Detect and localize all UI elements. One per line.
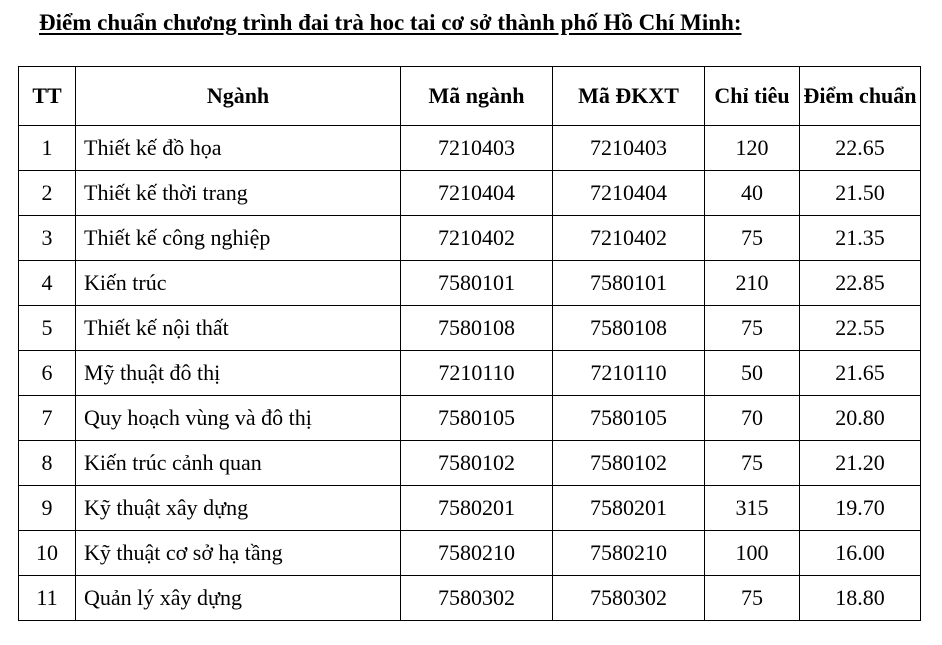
table-header-row bbox=[19, 67, 921, 126]
cell-nganh: Kỹ thuật xây dựng bbox=[76, 486, 401, 531]
cell-diem-chuan: 22.85 bbox=[800, 261, 921, 306]
cell-ma-dkxt: 7210403 bbox=[553, 126, 705, 171]
cell-ma-dkxt: 7210402 bbox=[553, 216, 705, 261]
cell-diem-chuan: 20.80 bbox=[800, 396, 921, 441]
cell-chi-tieu: 75 bbox=[705, 216, 800, 261]
cell-chi-tieu: 210 bbox=[705, 261, 800, 306]
cell-chi-tieu: 315 bbox=[705, 486, 800, 531]
cell-chi-tieu: 100 bbox=[705, 531, 800, 576]
cell-ma-dkxt: 7580201 bbox=[553, 486, 705, 531]
cell-tt: 4 bbox=[19, 261, 76, 306]
table-row bbox=[19, 306, 921, 351]
header-ma-dkxt: Mã ĐKXT bbox=[553, 67, 705, 126]
cell-tt: 5 bbox=[19, 306, 76, 351]
cell-tt: 8 bbox=[19, 441, 76, 486]
table-row bbox=[19, 486, 921, 531]
header-nganh: Ngành bbox=[76, 67, 401, 126]
cell-diem-chuan: 19.70 bbox=[800, 486, 921, 531]
cell-diem-chuan: 21.65 bbox=[800, 351, 921, 396]
cell-tt: 1 bbox=[19, 126, 76, 171]
table-row bbox=[19, 261, 921, 306]
cell-diem-chuan: 16.00 bbox=[800, 531, 921, 576]
cell-diem-chuan: 22.55 bbox=[800, 306, 921, 351]
cell-ma-nganh: 7210110 bbox=[401, 351, 553, 396]
cell-chi-tieu: 50 bbox=[705, 351, 800, 396]
cell-ma-nganh: 7580201 bbox=[401, 486, 553, 531]
cell-diem-chuan: 21.35 bbox=[800, 216, 921, 261]
table-row bbox=[19, 351, 921, 396]
cell-nganh: Quy hoạch vùng và đô thị bbox=[76, 396, 401, 441]
cell-nganh: Kiến trúc bbox=[76, 261, 401, 306]
cell-nganh: Thiết kế nội thất bbox=[76, 306, 401, 351]
header-tt: TT bbox=[19, 67, 76, 126]
table-row bbox=[19, 531, 921, 576]
table-body bbox=[19, 126, 921, 621]
cell-tt: 11 bbox=[19, 576, 76, 621]
cell-tt: 3 bbox=[19, 216, 76, 261]
cell-chi-tieu: 75 bbox=[705, 576, 800, 621]
cell-nganh: Thiết kế thời trang bbox=[76, 171, 401, 216]
cell-tt: 9 bbox=[19, 486, 76, 531]
cell-diem-chuan: 22.65 bbox=[800, 126, 921, 171]
cell-diem-chuan: 21.50 bbox=[800, 171, 921, 216]
cell-ma-nganh: 7580108 bbox=[401, 306, 553, 351]
table-row bbox=[19, 126, 921, 171]
cell-tt: 2 bbox=[19, 171, 76, 216]
cell-nganh: Thiết kế công nghiệp bbox=[76, 216, 401, 261]
cell-nganh: Thiết kế đồ họa bbox=[76, 126, 401, 171]
cell-chi-tieu: 75 bbox=[705, 441, 800, 486]
header-diem-chuan: Điểm chuẩn bbox=[800, 67, 921, 126]
cell-diem-chuan: 21.20 bbox=[800, 441, 921, 486]
cell-ma-nganh: 7580102 bbox=[401, 441, 553, 486]
cell-tt: 7 bbox=[19, 396, 76, 441]
cell-tt: 10 bbox=[19, 531, 76, 576]
cell-tt: 6 bbox=[19, 351, 76, 396]
cell-ma-dkxt: 7210110 bbox=[553, 351, 705, 396]
cell-chi-tieu: 120 bbox=[705, 126, 800, 171]
cell-ma-dkxt: 7580302 bbox=[553, 576, 705, 621]
cell-ma-nganh: 7580105 bbox=[401, 396, 553, 441]
cell-diem-chuan: 18.80 bbox=[800, 576, 921, 621]
table-row bbox=[19, 441, 921, 486]
cell-nganh: Kỹ thuật cơ sở hạ tầng bbox=[76, 531, 401, 576]
cell-ma-dkxt: 7580102 bbox=[553, 441, 705, 486]
cell-nganh: Kiến trúc cảnh quan bbox=[76, 441, 401, 486]
cell-ma-dkxt: 7580105 bbox=[553, 396, 705, 441]
cell-ma-nganh: 7210404 bbox=[401, 171, 553, 216]
table-row bbox=[19, 576, 921, 621]
admission-scores-table bbox=[18, 66, 921, 621]
cell-ma-nganh: 7210402 bbox=[401, 216, 553, 261]
cell-ma-dkxt: 7580101 bbox=[553, 261, 705, 306]
cell-chi-tieu: 75 bbox=[705, 306, 800, 351]
cell-ma-dkxt: 7580210 bbox=[553, 531, 705, 576]
cell-chi-tieu: 70 bbox=[705, 396, 800, 441]
cell-ma-nganh: 7580210 bbox=[401, 531, 553, 576]
cell-nganh: Mỹ thuật đô thị bbox=[76, 351, 401, 396]
header-chi-tieu: Chỉ tiêu bbox=[705, 67, 800, 126]
cell-ma-nganh: 7210403 bbox=[401, 126, 553, 171]
cell-ma-dkxt: 7580108 bbox=[553, 306, 705, 351]
cell-chi-tieu: 40 bbox=[705, 171, 800, 216]
cell-ma-nganh: 7580101 bbox=[401, 261, 553, 306]
cell-ma-dkxt: 7210404 bbox=[553, 171, 705, 216]
table-row bbox=[19, 171, 921, 216]
header-ma-nganh: Mã ngành bbox=[401, 67, 553, 126]
cell-nganh: Quản lý xây dựng bbox=[76, 576, 401, 621]
page-title: Điểm chuẩn chương trình đai trà hoc tai cơ sở thành phố Hồ Chí Minh: bbox=[39, 10, 742, 35]
table-row bbox=[19, 216, 921, 261]
table-row bbox=[19, 396, 921, 441]
cell-ma-nganh: 7580302 bbox=[401, 576, 553, 621]
